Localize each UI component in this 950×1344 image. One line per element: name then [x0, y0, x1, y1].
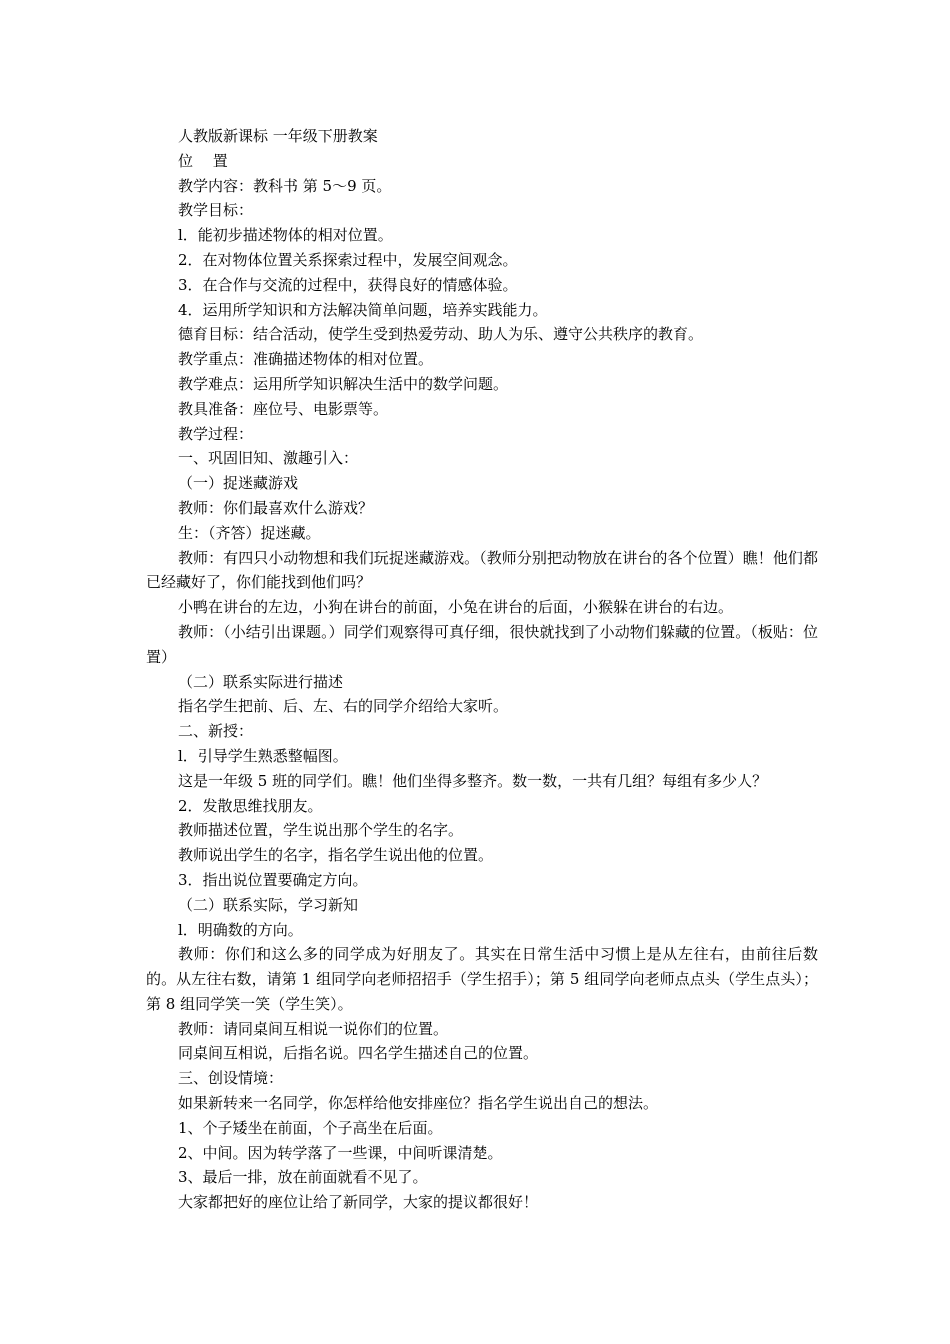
subsection-heading: （二）联系实际进行描述 — [178, 672, 344, 691]
goal-item: 3．在合作与交流的过程中，获得良好的情感体验。 — [178, 275, 518, 294]
goal-item: 4．运用所学知识和方法解决简单问题，培养实践能力。 — [178, 300, 548, 319]
teaching-difficulty: 教学难点：运用所学知识解决生活中的数学问题。 — [178, 374, 509, 393]
subsection-heading: （一）捉迷藏游戏 — [178, 474, 299, 493]
body-text: 如果新转来一名同学，你怎样给他安排座位？指名学生说出自己的想法。 — [178, 1094, 659, 1113]
body-text: l．引导学生熟悉整幅图。 — [178, 746, 348, 765]
body-text: 教师说出学生的名字，指名学生说出他的位置。 — [178, 846, 494, 865]
list-item: 2、中间。因为转学落了一些课，中间听课清楚。 — [178, 1143, 503, 1162]
list-item: 1、个子矮坐在前面，个子高坐在后面。 — [178, 1118, 443, 1137]
lesson-title: 位 置 — [178, 151, 228, 170]
body-text: 3．指出说位置要确定方向。 — [178, 870, 368, 889]
section-heading: 一、巩固旧知、激趣引入： — [178, 449, 359, 468]
teaching-process-heading: 教学过程： — [178, 424, 254, 443]
teaching-focus: 教学重点：准确描述物体的相对位置。 — [178, 350, 434, 369]
body-paragraph: 教师：你们和这么多的同学成为好朋友了。其实在日常生活中习惯上是从左往右，由前往后数的。从左往右数，请第 1 组同学向老师招招手（学生招手）；第 5 组同学向老师点点头（学生点头）；第 8 组同学笑一笑（学生笑）。 — [146, 945, 818, 1013]
body-text: 2．发散思维找朋友。 — [178, 796, 323, 815]
subsection-heading: （二）联系实际，学习新知 — [178, 895, 359, 914]
document-body — [146, 124, 818, 1215]
body-text: 同桌间互相说，后指名说。四名学生描述自己的位置。 — [178, 1044, 539, 1063]
teaching-aids: 教具准备：座位号、电影票等。 — [178, 399, 389, 418]
section-heading: 二、新授： — [178, 722, 254, 741]
teaching-goals-heading: 教学目标： — [178, 201, 254, 220]
teaching-content: 教学内容：教科书 第 5～9 页。 — [178, 176, 392, 195]
body-paragraph: 教师：（小结引出课题。）同学们观察得可真仔细，很快就找到了小动物们躲藏的位置。（板贴：位置） — [146, 622, 818, 666]
goal-item: l．能初步描述物体的相对位置。 — [178, 226, 393, 245]
body-text: 生：（齐答）捉迷藏。 — [178, 523, 321, 542]
body-text: 这是一年级 5 班的同学们。瞧！他们坐得多整齐。数一数，一共有几组？每组有多少人？ — [178, 771, 768, 790]
goal-item: 2．在对物体位置关系探索过程中，发展空间观念。 — [178, 250, 518, 269]
body-text: 教师：你们最喜欢什么游戏？ — [178, 498, 374, 517]
section-heading: 三、创设情境： — [178, 1069, 284, 1088]
body-text: 大家都把好的座位让给了新同学，大家的提议都很好！ — [178, 1193, 539, 1212]
body-text: l．明确数的方向。 — [178, 920, 303, 939]
body-text: 教师描述位置，学生说出那个学生的名字。 — [178, 821, 464, 840]
body-text: 小鸭在讲台的左边，小狗在讲台的前面，小兔在讲台的后面，小猴躲在讲台的右边。 — [178, 598, 734, 617]
document-header: 人教版新课标 一年级下册教案 — [178, 127, 378, 145]
body-text: 指名学生把前、后、左、右的同学介绍给大家听。 — [178, 697, 509, 716]
body-paragraph: 教师：有四只小动物想和我们玩捉迷藏游戏。（教师分别把动物放在讲台的各个位置）瞧！他们都已经藏好了，你们能找到他们吗？ — [146, 548, 818, 592]
moral-goal: 德育目标：结合活动，使学生受到热爱劳动、助人为乐、遵守公共秩序的教育。 — [178, 325, 704, 344]
body-text: 教师：请同桌间互相说一说你们的位置。 — [178, 1019, 449, 1038]
list-item: 3、最后一排，放在前面就看不见了。 — [178, 1168, 428, 1187]
